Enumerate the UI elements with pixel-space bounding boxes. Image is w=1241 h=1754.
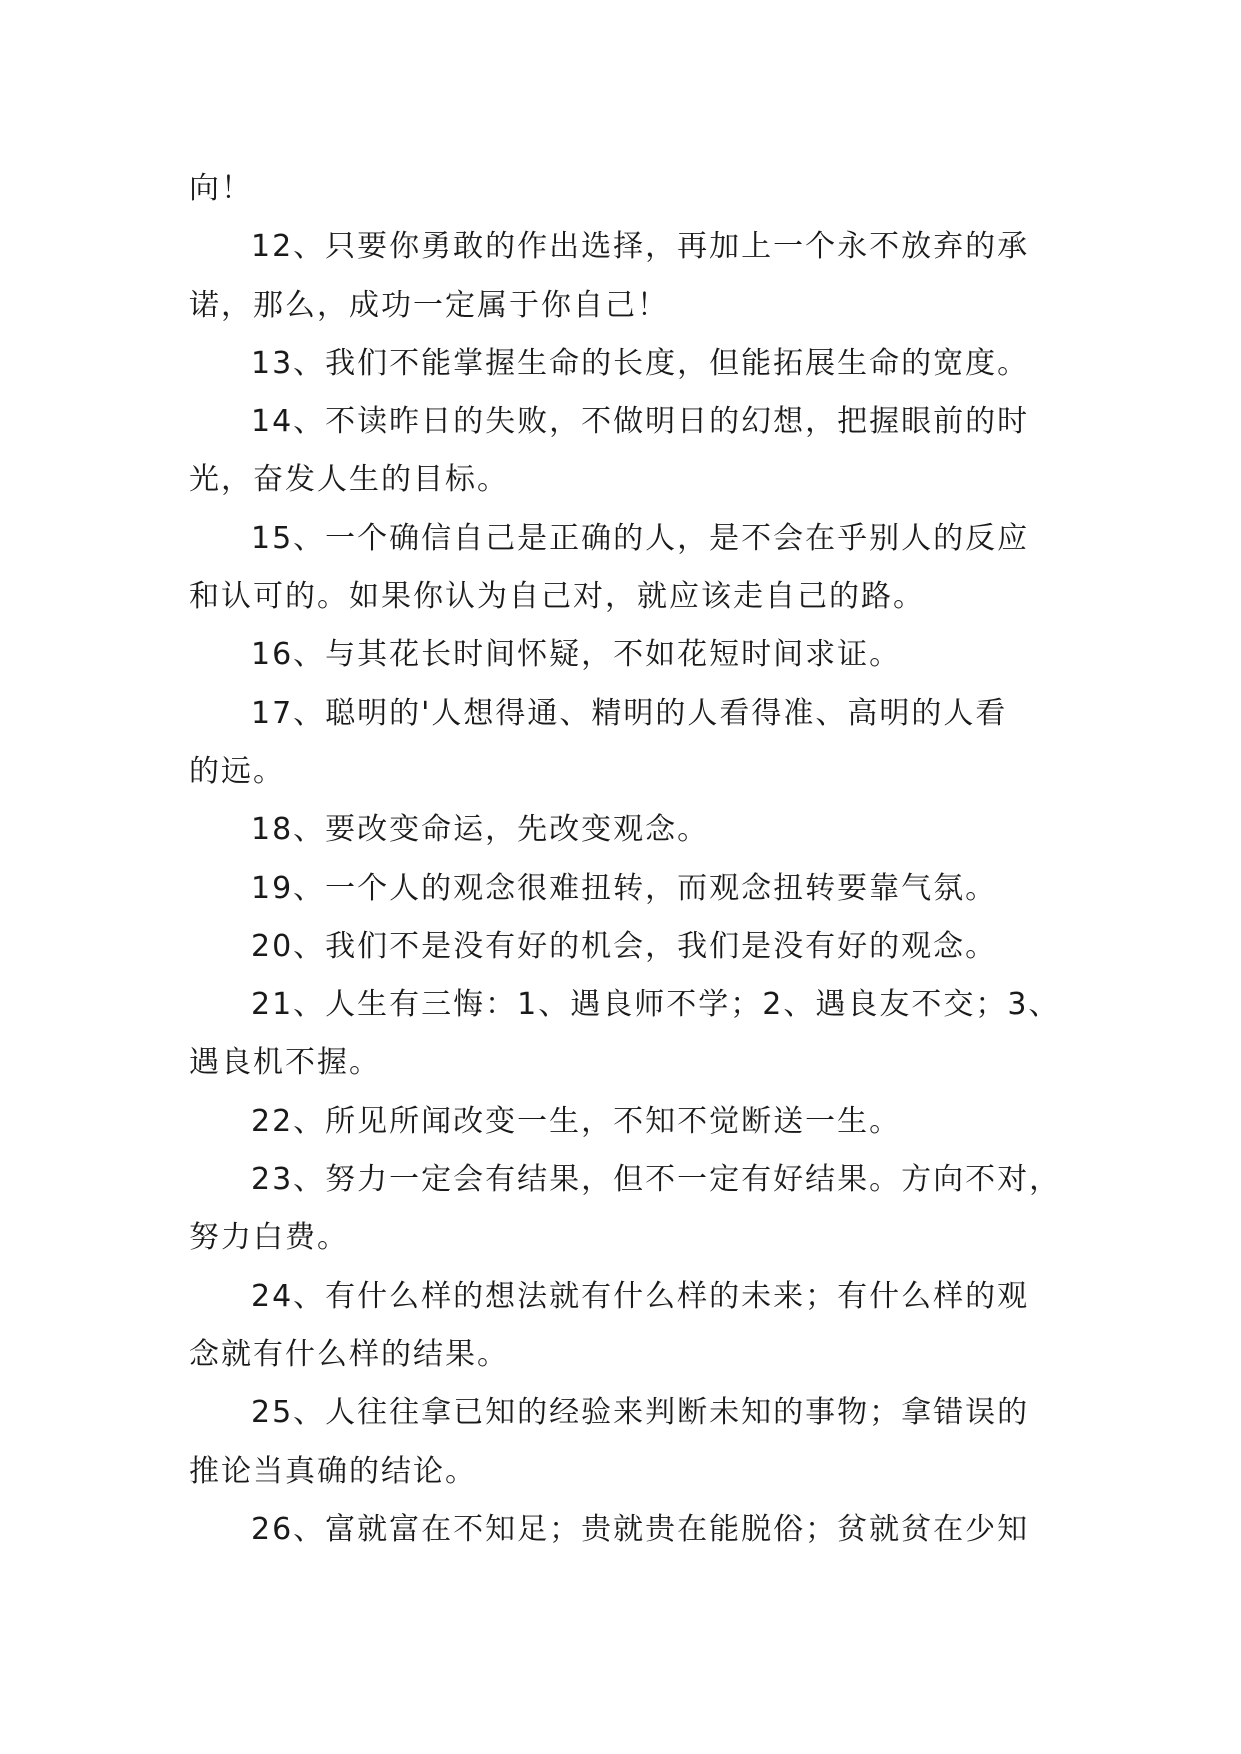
text-line: 和认可的。如果你认为自己对，就应该走自己的路。 — [189, 579, 925, 615]
text-line: 22、所见所闻改变一生，不知不觉断送一生。 — [251, 1103, 902, 1139]
text-line: 19、一个人的观念很难扭转，而观念扭转要靠气氛。 — [251, 870, 998, 906]
text-line: 26、富就富在不知足；贵就贵在能脱俗；贫就贫在少知 — [251, 1511, 1030, 1547]
text-line: 24、有什么样的想法就有什么样的未来；有什么样的观 — [251, 1278, 1030, 1314]
text-line: 18、要改变命运，先改变观念。 — [251, 812, 710, 848]
text-line: 念就有什么样的结果。 — [189, 1336, 509, 1372]
text-line: 诺，那么，成功一定属于你自己！ — [189, 287, 669, 323]
text-line: 努力白费。 — [189, 1220, 349, 1256]
text-line: 向！ — [189, 171, 253, 206]
document-body — [189, 160, 1069, 1559]
text-line: 23、努力一定会有结果，但不一定有好结果。方向不对， — [251, 1162, 1062, 1198]
text-line: 推论当真确的结论。 — [189, 1453, 477, 1489]
text-line: 14、不读昨日的失败，不做明日的幻想，把握眼前的时 — [251, 404, 1030, 440]
text-line: 25、人往往拿已知的经验来判断未知的事物；拿错误的 — [251, 1395, 1030, 1431]
text-line: 17、聪明的'人想得通、精明的人看得准、高明的人看 — [251, 695, 1008, 731]
text-line: 20、我们不是没有好的机会，我们是没有好的观念。 — [251, 928, 998, 964]
text-line: 21、人生有三悔：1、遇良师不学；2、遇良友不交；3、 — [251, 987, 1061, 1023]
text-line: 12、只要你勇敢的作出选择，再加上一个永不放弃的承 — [251, 229, 1030, 265]
text-line: 13、我们不能掌握生命的长度，但能拓展生命的宽度。 — [251, 345, 1030, 381]
text-line: 15、一个确信自己是正确的人，是不会在乎别人的反应 — [251, 520, 1030, 556]
text-line: 光，奋发人生的目标。 — [189, 462, 509, 498]
text-line: 的远。 — [189, 753, 285, 789]
text-line: 16、与其花长时间怀疑，不如花短时间求证。 — [251, 637, 902, 673]
text-line: 遇良机不握。 — [189, 1045, 381, 1081]
